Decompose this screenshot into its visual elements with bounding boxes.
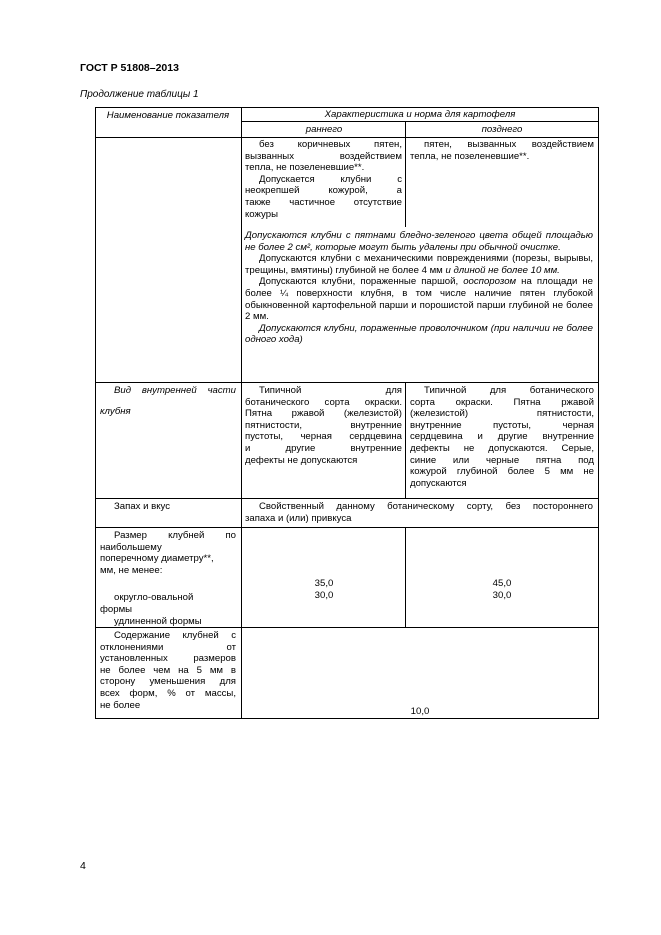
table-border-bottom (95, 718, 599, 719)
merged-paragraph-3 (245, 276, 593, 322)
text-line: всех форм, % от массы, (100, 687, 236, 699)
table-border-top (95, 107, 599, 108)
row1-late-text (410, 139, 594, 162)
text-line: пустоты, черная сердцевина (245, 431, 402, 443)
row3-value (245, 501, 593, 524)
row4-name (100, 530, 236, 576)
text-line: запаха и (или) привкуса (245, 512, 352, 524)
text-span: Допускаются клубни, пораженные паршой, (259, 276, 464, 288)
row-divider (95, 382, 599, 383)
column-divider (241, 107, 242, 719)
text-line: кожурой глубиной более 5 мм не (410, 466, 594, 478)
text-line: Вид внутренней части (114, 385, 236, 396)
merged-paragraph-1: Допускаются клубни с пятнами бледно-зеленого цвета общей площадью не более 2 см², которые могут быть удалены при обычной очистке. (245, 230, 593, 253)
row2-early-text (245, 385, 402, 466)
text-line: синие или черные пятна под (410, 454, 594, 466)
table-border-right (598, 107, 599, 719)
text-line: кожуры (245, 208, 278, 220)
text-line: округло-овальной (114, 592, 194, 603)
text-line: без коричневых пятен, (259, 139, 402, 150)
table-caption: Продолжение таблицы 1 (80, 89, 199, 100)
header-bottom-border (95, 137, 599, 138)
subcolumn-divider (405, 527, 406, 628)
text-line: пятнистости, внутренние (245, 419, 402, 431)
table-border-left (95, 107, 96, 719)
text-line: мм, не менее: (100, 564, 163, 576)
page-number: 4 (80, 860, 86, 872)
text-line: сторону уменьшения для (100, 676, 236, 688)
text-span: Допускаются клубни с механическими повреждениями (порезы, вырывы, трещины, вмятины) глубиной не более 4 мм (245, 253, 593, 276)
subcolumn-divider (405, 382, 406, 499)
column-header-characteristic: Характеристика и норма для картофеля (324, 109, 516, 120)
document-code: ГОСТ Р 51808–2013 (80, 62, 179, 74)
row2-name (100, 385, 236, 417)
text-line: Свойственный данному ботаническому сорту, без постороннего (259, 501, 593, 512)
row4-early-value-2: 30,0 (314, 590, 334, 601)
row3-name: Запах и вкус (114, 501, 171, 512)
row4-late-value-1: 45,0 (492, 578, 512, 589)
text-line: пятен, вызванных воздействием (424, 139, 594, 150)
row-divider (95, 498, 599, 499)
column-header-name: Наименование показателя (106, 110, 230, 121)
text-line: неокрепшей кожурой, а (245, 185, 402, 197)
text-span: ооспорозом (463, 276, 517, 288)
text-line: дефекты не допускаются (245, 454, 358, 466)
text-line: тепла, не позеленевшие**. (245, 162, 365, 174)
text-line: клубня (100, 405, 131, 417)
text-line: Пятна ржавой (железистой) (245, 408, 402, 420)
text-span: на площади не более ¼ поверхности клубня, в том числе наличие пятен глубокой обыкновенной картофельной парши и порошистой парши глубиной не более 2 мм. (245, 276, 593, 323)
header-divider (241, 121, 599, 122)
text-line: и другие внутренние (245, 442, 402, 454)
text-line: наибольшему (100, 541, 162, 553)
row4-early-value-1: 35,0 (314, 578, 334, 589)
text-line: также частичное отсутствие (245, 196, 402, 208)
text-line: Размер клубней по (114, 530, 236, 541)
text-line: сердцевина и другие внутренние (410, 431, 594, 443)
row2-late-text (410, 385, 594, 489)
row5-value: 10,0 (410, 706, 430, 717)
text-line: (железистой) пятнистости, (410, 408, 594, 420)
row4-sub1-name (100, 592, 236, 615)
text-line: внутренние пустоты, черная (410, 419, 594, 431)
column-header-late: позднего (481, 124, 523, 135)
text-line: Типичной для ботанического (424, 385, 594, 396)
text-line: установленных размеров (100, 653, 236, 665)
text-line: Допускается клубни с (259, 173, 402, 185)
row-divider (95, 527, 599, 528)
text-line: поперечному диаметру**, (100, 553, 214, 565)
row1-merged-text (245, 230, 593, 346)
text-span: и длиной не более 10 мм. (445, 264, 560, 276)
row5-name (100, 630, 236, 711)
text-line: формы (100, 603, 133, 615)
text-line: Типичной для (259, 385, 402, 396)
row4-late-value-2: 30,0 (492, 590, 512, 601)
column-header-early: раннего (305, 124, 343, 135)
text-line: тепла, не позеленевшие**. (410, 150, 530, 162)
subcolumn-divider (405, 121, 406, 227)
merged-paragraph-4: Допускаются клубни, пораженные проволочником (при наличии не более одного хода) (245, 322, 593, 346)
merged-paragraph-2 (245, 253, 593, 276)
row4-sub2-name: удлиненной формы (114, 616, 202, 627)
text-line: Содержание клубней с (114, 630, 236, 641)
text-line: ботанического сорта окраски. (245, 396, 402, 408)
text-line: дефекты не допускаются. Серые, (410, 442, 594, 454)
text-line: отклонениями от (100, 641, 236, 653)
text-line: вызванных воздействием (245, 150, 402, 162)
text-line: не более (100, 699, 141, 711)
text-line: допускаются (410, 477, 467, 489)
text-line: не более чем на 5 мм в (100, 664, 236, 676)
row1-early-text (245, 139, 402, 220)
text-line: сорта окраски. Пятна ржавой (410, 396, 594, 408)
